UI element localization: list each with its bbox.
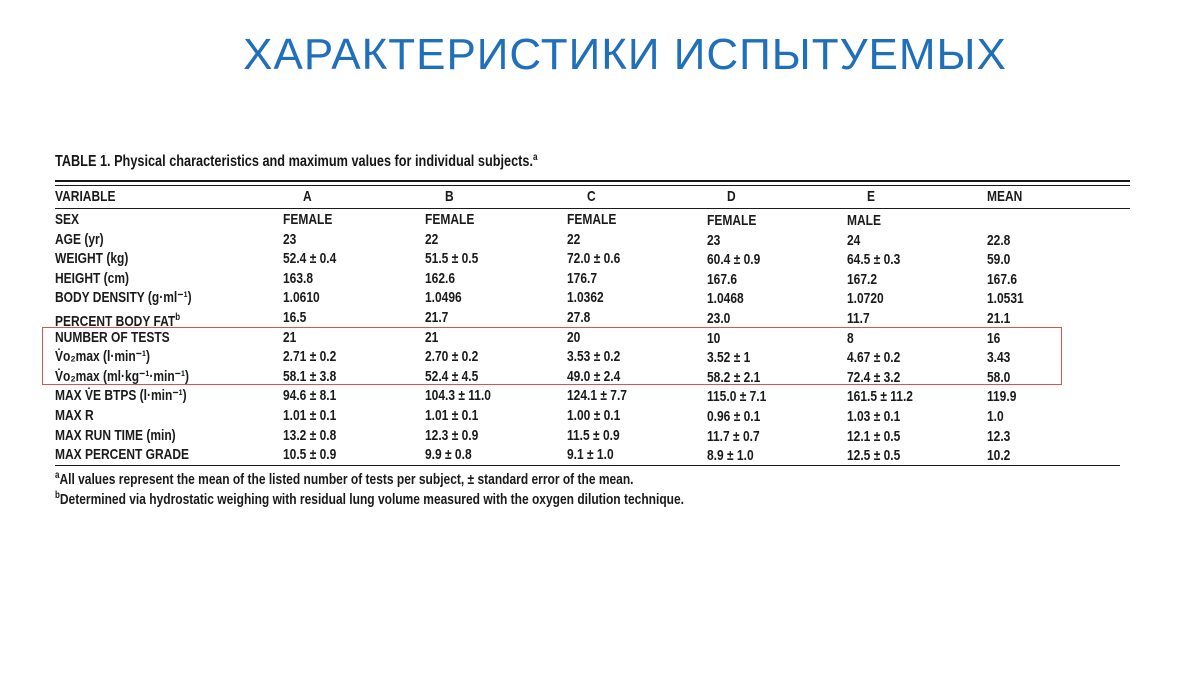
- highlight-box: [42, 327, 1062, 385]
- row-label: MAX R: [55, 407, 94, 424]
- table-cell: 64.5 ± 0.3: [847, 251, 901, 269]
- table-cell: 0.96 ± 0.1: [707, 408, 761, 425]
- column-header-d: D: [727, 188, 736, 205]
- table-cell: 21.1: [987, 310, 1011, 327]
- table-cell: 8.9 ± 1.0: [707, 447, 754, 465]
- slide-title: ХАРАКТЕРИСТИКИ ИСПЫТУЕМЫХ: [243, 30, 1007, 79]
- table-cell: 1.0362: [567, 289, 604, 307]
- table-cell: 23.0: [707, 310, 731, 327]
- table-cell: 59.0: [987, 251, 1011, 269]
- table-cell: 161.5 ± 11.2: [847, 388, 913, 406]
- table-cell: 23: [283, 230, 297, 248]
- row-label: BODY DENSITY (g·ml⁻¹): [55, 289, 192, 307]
- table-cell: 72.4 ± 3.2: [847, 368, 901, 386]
- table-cell: 11.7: [847, 310, 870, 327]
- table-cell: 58.0: [987, 368, 1011, 386]
- table-cell: FEMALE: [707, 212, 757, 229]
- table-cell: 52.4 ± 4.5: [425, 367, 479, 385]
- table-cell: 4.67 ± 0.2: [847, 349, 901, 367]
- table-cell: 58.2 ± 2.1: [707, 368, 761, 386]
- footnote-b: $^b$Determined via hydrostatic weighing with residual lung volume measured with the oxygen dilution technique.: [55, 490, 684, 508]
- header-rule: [55, 208, 1130, 209]
- table-cell: 16: [987, 329, 1001, 347]
- table-cell: 1.0531: [987, 290, 1024, 308]
- row-label: WEIGHT (kg): [55, 250, 129, 268]
- footnote-b-mark: b: [55, 490, 60, 501]
- table-cell: MALE: [847, 212, 881, 229]
- table-cell: 1.0496: [425, 289, 462, 307]
- table-cell: 51.5 ± 0.5: [425, 250, 479, 268]
- table-cell: 22: [425, 230, 439, 248]
- table-cell: 1.0720: [847, 290, 884, 308]
- table-cell: 9.9 ± 0.8: [425, 446, 472, 464]
- table-cell: 12.5 ± 0.5: [847, 447, 901, 465]
- table-cell: 167.6: [987, 270, 1018, 288]
- table-cell: 3.53 ± 0.2: [567, 348, 621, 366]
- column-header-b: B: [445, 188, 454, 205]
- table-cell: 10: [707, 329, 721, 347]
- table-cell: 72.0 ± 0.6: [567, 250, 621, 268]
- table-cell: 124.1 ± 7.7: [567, 387, 627, 405]
- caption-footnote-mark: a: [532, 152, 538, 163]
- table-cell: 21.7: [425, 309, 449, 326]
- table-cell: FEMALE: [567, 211, 617, 228]
- table-cell: 12.1 ± 0.5: [847, 427, 901, 445]
- row-label: PERCENT BODY FAT$^b$: [55, 312, 181, 330]
- table-cell: 1.03 ± 0.1: [847, 408, 901, 425]
- row-label: V̇o₂max (ml·kg⁻¹·min⁻¹): [55, 367, 190, 385]
- table-cell: 119.9: [987, 388, 1017, 406]
- table-cell: 1.00 ± 0.1: [567, 407, 621, 424]
- table-cell: 3.43: [987, 349, 1011, 367]
- table-cell: 162.6: [425, 269, 456, 287]
- row-label: AGE (yr): [55, 230, 104, 248]
- table-cell: 3.52 ± 1: [707, 349, 751, 367]
- table-cell: 52.4 ± 0.4: [283, 250, 337, 268]
- table-cell: 1.0610: [283, 289, 320, 307]
- table-cell: 58.1 ± 3.8: [283, 367, 337, 385]
- table-cell: FEMALE: [283, 211, 333, 228]
- table-cell: 11.7 ± 0.7: [707, 427, 760, 445]
- table-cell: 8: [847, 329, 854, 347]
- table-cell: 24: [847, 231, 861, 249]
- table-cell: 1.01 ± 0.1: [283, 407, 337, 424]
- table-cell: 12.3 ± 0.9: [425, 426, 479, 444]
- footnote-a-mark: a: [55, 470, 60, 481]
- table-cell: 9.1 ± 1.0: [567, 446, 614, 464]
- table-cell: 1.0468: [707, 290, 744, 308]
- table-cell: 2.70 ± 0.2: [425, 348, 479, 366]
- table-cell: 12.3: [987, 427, 1011, 445]
- table-cell: 16.5: [283, 309, 307, 326]
- table-cell: 11.5 ± 0.9: [567, 426, 620, 444]
- table-cell: 22.8: [987, 231, 1011, 249]
- row-label: NUMBER OF TESTS: [55, 328, 170, 346]
- table-cell: 1.0: [987, 408, 1004, 425]
- table-cell: 2.71 ± 0.2: [283, 348, 337, 366]
- table-cell: 49.0 ± 2.4: [567, 367, 621, 385]
- table-cell: 27.8: [567, 309, 591, 326]
- table-cell: 10.2: [987, 447, 1011, 465]
- bottom-rule: [55, 465, 1120, 466]
- table-cell: 115.0 ± 7.1: [707, 388, 767, 406]
- column-header-e: E: [867, 188, 876, 205]
- footnote-a: $^a$All values represent the mean of the listed number of tests per subject, ± standard error of the mean.: [55, 470, 634, 488]
- row-label: MAX PERCENT GRADE: [55, 446, 190, 464]
- top-rule-second: [55, 185, 1130, 186]
- table-cell: 163.8: [283, 269, 314, 287]
- table-cell: 176.7: [567, 269, 598, 287]
- table-cell: 23: [707, 231, 721, 249]
- table-cell: 20: [567, 328, 581, 346]
- column-header-c: C: [587, 188, 596, 205]
- column-header-mean: MEAN: [987, 188, 1023, 205]
- row-label: MAX RUN TIME (min): [55, 426, 176, 444]
- table-cell: 104.3 ± 11.0: [425, 387, 491, 405]
- table-caption: TABLE 1. Physical characteristics and maximum values for individual subjects.$^a$: [55, 152, 538, 171]
- table-cell: 60.4 ± 0.9: [707, 251, 761, 269]
- top-rule: [55, 180, 1130, 182]
- table-cell: 167.6: [707, 270, 738, 288]
- table-cell: 21: [283, 328, 297, 346]
- row-label: HEIGHT (cm): [55, 269, 130, 287]
- row-footnote-mark: b: [175, 312, 181, 323]
- table-cell: 10.5 ± 0.9: [283, 446, 337, 464]
- column-header-a: A: [303, 188, 312, 205]
- column-header-variable: VARIABLE: [55, 188, 116, 205]
- table-cell: 1.01 ± 0.1: [425, 407, 479, 424]
- row-label: MAX V̇E BTPS (l·min⁻¹): [55, 387, 187, 405]
- table-cell: 167.2: [847, 270, 878, 288]
- table-cell: FEMALE: [425, 211, 475, 228]
- table-cell: 22: [567, 230, 581, 248]
- table-cell: 94.6 ± 8.1: [283, 387, 337, 405]
- row-label: SEX: [55, 211, 80, 228]
- row-label: V̇o₂max (l·min⁻¹): [55, 348, 151, 366]
- table-cell: 13.2 ± 0.8: [283, 426, 337, 444]
- table-cell: 21: [425, 328, 439, 346]
